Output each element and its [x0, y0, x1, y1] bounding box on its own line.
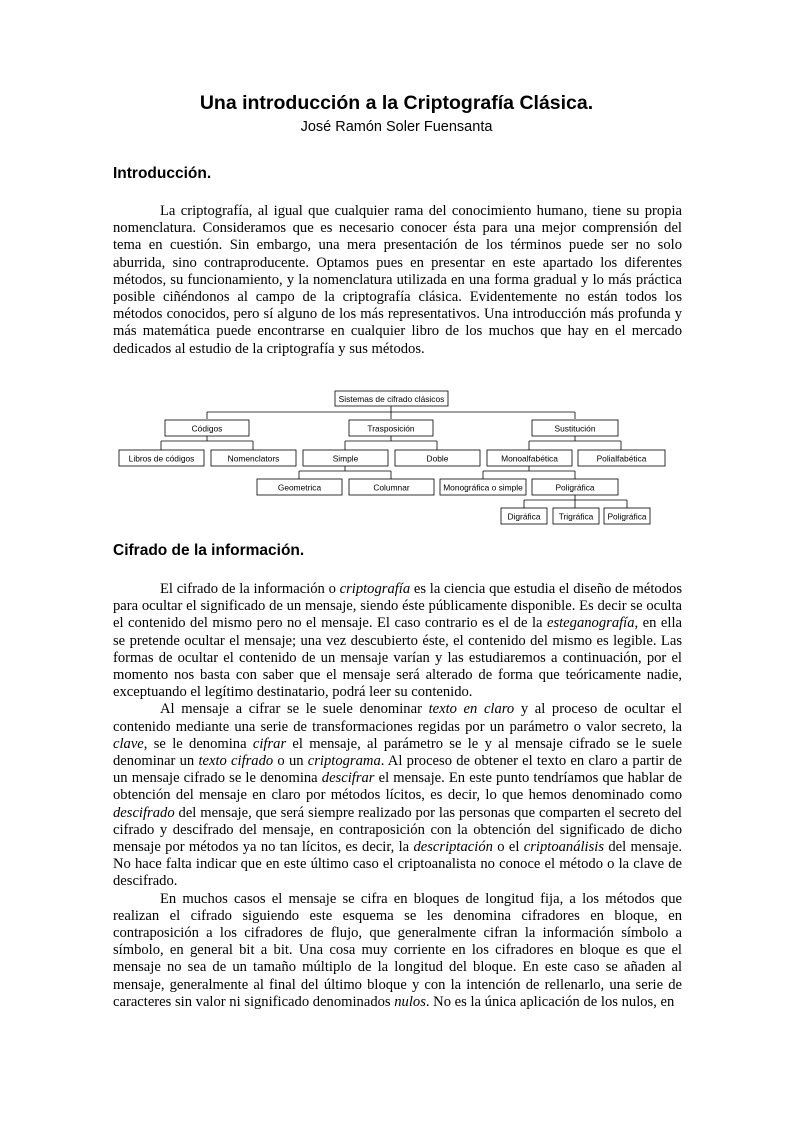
diagram-node-doble — [395, 450, 480, 466]
cifrado-body — [113, 581, 682, 1011]
diagram-node-root-label: Sistemas de cifrado clásicos — [338, 394, 445, 404]
diagram-node-geometrica — [257, 479, 342, 495]
diagram-node-codigos — [165, 420, 249, 436]
diagram-node-sustitucion-label: Sustitución — [554, 423, 596, 434]
diagram-node-monografica — [440, 479, 526, 495]
diagram-node-libros — [119, 450, 204, 466]
diagram-node-columnar-label: Columnar — [373, 482, 410, 493]
cifrado-paragraph-2: Al mensaje a cifrar se le suele denominar texto en claro y al proceso de ocultar el contenido mediante una serie de transformaciones regidas por un parámetro o valor secreto, la clave, se le denomina cifrar el mensaje, al parámetro se le y al mensaje cifrado se le suele denominar un texto cifrado o un criptograma. Al proceso de obtener el texto en claro a partir de un mensaje cifrado se le denomina descifrar el mensaje. En este punto tendríamos que hablar de obtención del mensaje en claro por métodos lícitos, es decir, lo que hemos denominado como descifrado del mensaje, que será siempre realizado por las personas que comparten el secreto del cifrado y descifrado del mensaje, en contraposición con la obtención del significado de dicho mensaje por métodos ya no tan lícitos, es decir, la descriptación o el criptoanálisis del mensaje. No hace falta indicar que en este último caso el criptoanalista no conoce el método o la clave de descifrado. — [113, 701, 683, 890]
diagram-node-doble-label: Doble — [426, 453, 449, 464]
diagram-node-sustitucion — [532, 420, 618, 436]
diagram-node-trasposicion — [349, 420, 433, 436]
diagram-node-monoalfabetica-label: Monoalfabética — [501, 453, 558, 464]
diagram-node-nomenclators — [211, 450, 296, 466]
intro-heading: Introducción. — [113, 165, 212, 182]
diagram-node-geometrica-label: Geometrica — [277, 482, 322, 493]
diagram-node-simple-label: Simple — [332, 453, 359, 464]
diagram-node-poligrafica — [532, 479, 618, 495]
diagram-node-polialfabetica-label: Polialfabética — [596, 453, 647, 464]
diagram-node-poligrafica-label: Poligráfica — [555, 482, 595, 493]
diagram-node-monografica-label: Monográfica o simple — [443, 482, 523, 493]
diagram-node-poligrafica2 — [604, 508, 650, 524]
classification-diagram — [0, 0, 793, 540]
cifrado-paragraph-3: En muchos casos el mensaje se cifra en bloques de longitud fija, a los métodos que realizan el cifrado siguiendo este esquema se les denomina cifradores en bloque, en contraposición a los cifradores de flujo, que generalmente cifran la información símbolo a símbolo, en general bit a bit. Una cosa muy corriente en los cifradores en bloque es que el mensaje no sea de un tamaño múltiplo de la longitud del bloque. En este caso se añaden al mensaje, generalmente al final del último bloque y con la intención de rellenarlo, una serie de caracteres sin valor ni significado denominados nulos. No es la única aplicación de los nulos, en — [113, 890, 682, 1010]
diagram-node-simple — [303, 450, 388, 466]
diagram-node-trasposicion-label: Trasposición — [367, 423, 415, 434]
diagram-node-columnar — [349, 479, 434, 495]
diagram-node-libros-label: Libros de códigos — [128, 453, 195, 464]
cifrado-paragraph-1: El cifrado de la información o criptografía es la ciencia que estudia el diseño de métodos para ocultar el significado de un mensaje, siendo éste públicamente disponible. Es decir se oculta el contenido del mismo pero no el mensaje. El caso contrario es el de la esteganografía, en ella se pretende ocultar el mensaje; una vez descubierto éste, el contenido del mismo es legible. Las formas de ocultar el contenido de un mensaje varían y las estudiaremos a continuación, por el momento nos basta con saber que el mensaje será alterado de forma que teóricamente nadie, exceptuando el legítimo destinatario, podrá leer su contenido. — [113, 581, 682, 701]
diagram-node-monoalfabetica — [487, 450, 572, 466]
intro-paragraph-text: La criptografía, al igual que cualquier rama del conocimiento humano, tiene su propia nomenclatura. Consideramos que es necesario conocer ésta para una mejor comprensión del tema en cuestión. Sin embargo, una mera presentación de los términos puede ser no solo aburrida, sino contraproducente. Optamos pues en presentar en este apartado los diferentes métodos, su funcionamiento, y la nomenclatura utilizada en una forma gradual y lo más práctica posible ciñéndonos al campo de la criptografía clásica. Evidentemente no están todos los métodos conocidos, pero sí alguno de los más representativos. Una introducción más profunda y más matemática puede encontrarse en cualquier libro de los muchos que hay en el mercado dedicados al estudio de la criptografía y sus métodos. — [113, 203, 682, 357]
cifrado-heading: Cifrado de la información. — [113, 542, 305, 559]
diagram-node-nomenclators-label: Nomenclators — [227, 453, 280, 464]
diagram-node-trigrafica-label: Trigráfica — [558, 511, 594, 522]
page-title: Una introducción a la Criptografía Clásica. — [199, 92, 594, 114]
diagram-node-codigos-label: Códigos — [191, 423, 223, 434]
diagram-node-digrafica — [501, 508, 547, 524]
diagram-node-trigrafica — [553, 508, 599, 524]
diagram-node-poligrafica2-label: Poligráfica — [607, 511, 647, 522]
diagram-node-polialfabetica — [578, 450, 665, 466]
author-name: José Ramón Soler Fuensanta — [300, 119, 493, 135]
diagram-node-digrafica-label: Digráfica — [507, 511, 541, 522]
diagram-node-root — [335, 391, 448, 406]
